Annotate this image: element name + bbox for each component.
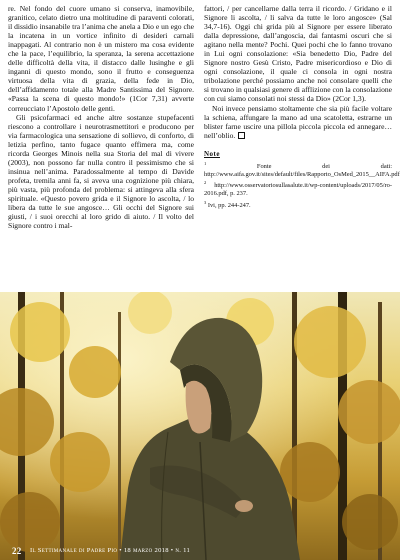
- page-number: 22: [12, 546, 22, 556]
- footnote-text: Ivi, pp. 244-247.: [207, 202, 251, 210]
- footnote-1: [204, 160, 400, 179]
- footnote-text: http://www.osservatoriosullasalute.it/wp-content/uploads/2017/05/ro-2016.pdf, p. 237.: [204, 182, 392, 198]
- hooded-figure-icon: [0, 292, 400, 560]
- paragraph-2: Gli psicofarmaci ed anche altre sostanze stupefacenti riescono a controllare i neurotrasmettitori e producono per via farmacologica una sensazione di sollievo, di conforto, di letizia perfino, tanto fugace quanto effimera ma, come ricorda Georges Minois nella sua Storia del mal di vivere (2003), non possono far nulla contro il pessimismo che si insinua nell’anima. Paradossalmente al tempo di Davide profeta, tremila anni fa, si aveva una cognizione più chiara, più vasta, più profonda del problema: si attingeva alla sfera spirituale. «Questo povero grida e il Signore lo ascolta, / lo libera da tutte le sue angosce… Gli occhi del Signore sui giusti, / i suoi orecchi al loro grido di aiuto. / Il volto del Signore contro i mal-: [8, 112, 194, 231]
- article-body: [8, 4, 400, 292]
- page-footer: [0, 542, 400, 560]
- publication-footer: Il Settimanale di Padre Pio • 18 marzo 2018 • n. 11: [30, 547, 191, 554]
- left-column: [8, 4, 194, 230]
- end-of-article-icon: [238, 132, 245, 139]
- footnote-3: [204, 199, 392, 210]
- paragraph-4: [204, 104, 392, 140]
- footnote-number: 2: [204, 180, 207, 186]
- paragraph-3: fattori, / per cancellarne dalla terra il ricordo. / Gridano e il Signore li ascolta, / li salva da tutte le loro angosce» (Sal 34,7-16). Oggi chi grida più al Signore per essere liberato dalla depressione, dall’angoscia, dai fantasmi oscuri che si agitano nella mente? Pochi. Quei pochi che lo fanno trovano in Lui ogni consolazione: «Sia benedetto Dio, Padre del Signore nostro Gesù Cristo, Padre misericordioso e Dio di ogni consolazione, il quale ci consola in ogni nostra tribolazione perché possiamo anche noi consolare quelli che si trovano in qualsiasi genere di afflizione con la consolazione con cui siamo consolati noi stessi da Dio» (2Cor 1,3).: [204, 4, 392, 104]
- footnote-2: [204, 179, 392, 198]
- paragraph-1: re. Nel fondo del cuore umano si conserva, inamovibile, granitico, celato dietro una moltitudine di paraventi colorati, il dissidio insanabile tra l’anima che anela a Dio e un ego che la incatena in un vortice infinito di desideri carnali inappagati. Al contrario non è un mistero ma cosa evidente che la pace, l’equilibrio, la speranza, la serena accettazione delle difficoltà della vita, il distacco dalle lusinghe e gli inganni di questo mondo, sono il frutto e conseguenza virtuosa della vita di grazia, della fede in Dio, dell’affidamento totale alla Madre Santissima del Signore. «Passa la scena di questo mondo!» (1Cor 7,31) avverte correucciato l’Apostolo delle genti.: [8, 4, 194, 113]
- right-column: [204, 4, 400, 210]
- footnote-number: 3: [204, 200, 207, 206]
- footnote-number: 1: [204, 160, 207, 166]
- notes-heading: Note: [204, 149, 220, 158]
- paragraph-4-text: Noi invece pensiamo stoltamente che sia più facile voltare la schiena, affungare la mano ad una scatoletta, estrarne un blister farne uscire una pillola piccola piccola ed annegare… nell’oblio.: [204, 103, 392, 140]
- photo-hooded-figure: [0, 292, 400, 560]
- footnote-text: Fonte dei dati: http://www.aifa.gov.it/sites/default/files/Rapporto_OsMed_2015__AIFA.pdf: [204, 162, 400, 178]
